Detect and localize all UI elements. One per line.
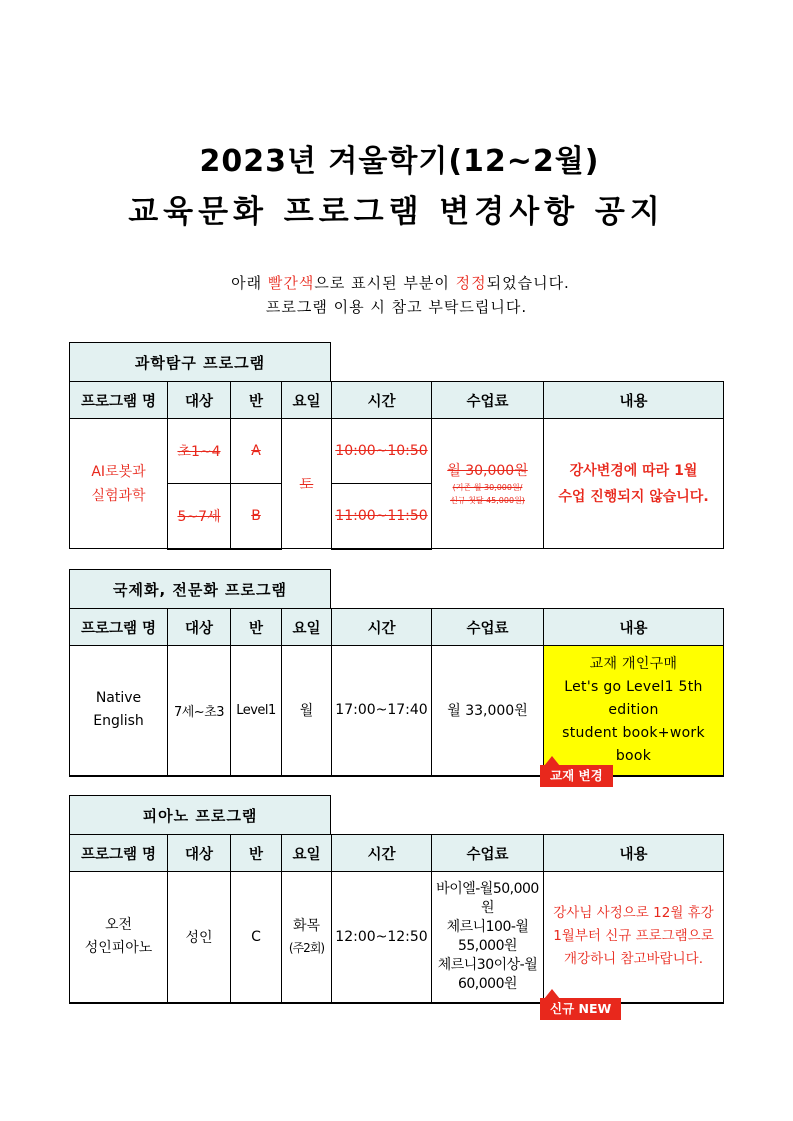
notice-title-line2: 교육문화 프로그램 변경사항 공지 (128, 194, 665, 230)
program-name-line: Native (95, 690, 142, 707)
program-name-line: 성인피아노 (84, 939, 153, 956)
header-class: 반 (231, 382, 282, 419)
piano-section-title: 피아노 프로그램 (69, 795, 331, 835)
target-cell: 5~7세 (168, 484, 231, 549)
table-row (70, 872, 724, 1003)
target-cell: 7세~초3 (168, 646, 231, 776)
global-section-title: 국제화, 전문화 프로그램 (69, 569, 331, 609)
intro-line1: 아래 빨간색으로 표시된 부분이 정정되었습니다. (231, 274, 570, 292)
header-class: 반 (231, 609, 282, 646)
program-name (70, 872, 168, 1003)
day-line: (주2회) (288, 940, 325, 955)
content-line: 교재 개인구매 (589, 655, 678, 672)
content-line: student book+work book (562, 724, 705, 764)
science-table (69, 381, 724, 550)
fee-cell: 월 33,000원 (432, 646, 544, 776)
fee-cell (432, 872, 544, 1003)
class-cell: Level1 (231, 646, 282, 776)
header-target: 대상 (168, 835, 231, 872)
content-line: 수업 진행되지 않습니다. (558, 488, 709, 505)
fee-cell (432, 419, 544, 549)
header-fee: 수업료 (432, 835, 544, 872)
content-cell (544, 419, 724, 549)
header-content: 내용 (544, 609, 724, 646)
table-header-row (70, 382, 724, 419)
program-name-line: 오전 (104, 916, 133, 933)
program-name: AI로봇과 실험과학 (70, 419, 168, 549)
notice-title-line1: 2023년 겨울학기(12~2월) (199, 144, 600, 179)
table-header-row (70, 835, 724, 872)
fee-line: 바이엘-월50,000원 (436, 880, 539, 916)
header-program: 프로그램 명 (70, 835, 168, 872)
header-content: 내용 (544, 835, 724, 872)
textbook-change-tag: 교재 변경 (540, 765, 613, 787)
header-fee: 수업료 (432, 609, 544, 646)
time-cell: 17:00~17:40 (332, 646, 432, 776)
science-section-title: 과학탐구 프로그램 (69, 342, 331, 382)
header-day: 요일 (282, 609, 332, 646)
header-target: 대상 (168, 609, 231, 646)
class-cell: B (231, 484, 282, 549)
class-cell: A (231, 419, 282, 484)
time-cell: 12:00~12:50 (332, 872, 432, 1003)
content-line: 강사변경에 따라 1월 (569, 462, 698, 479)
table-header-row (70, 609, 724, 646)
header-class: 반 (231, 835, 282, 872)
program-name-line: English (93, 713, 144, 730)
header-content: 내용 (544, 382, 724, 419)
header-fee: 수업료 (432, 382, 544, 419)
header-time: 시간 (332, 609, 432, 646)
header-program: 프로그램 명 (70, 382, 168, 419)
fee-note: 신규 첫달 45,000원) (450, 495, 525, 505)
intro-line2: 프로그램 이용 시 참고 부탁드립니다. (265, 298, 528, 316)
day-line: 화목 (292, 917, 321, 934)
piano-table (69, 834, 724, 1004)
time-cell: 10:00~10:50 (332, 419, 432, 484)
header-program: 프로그램 명 (70, 609, 168, 646)
header-day: 요일 (282, 382, 332, 419)
content-line: 개강하니 참고바랍니다. (564, 951, 703, 968)
content-line: 강사님 사정으로 12월 휴강 (553, 905, 714, 922)
target-cell: 초1~4 (168, 419, 231, 484)
content-line: 1월부터 신규 프로그램으로 (553, 928, 714, 945)
fee-line: 체르니100-월55,000원 (446, 918, 529, 954)
content-line: Let's go Level1 5th edition (564, 678, 703, 718)
content-cell (544, 872, 724, 1003)
time-cell: 11:00~11:50 (332, 484, 432, 549)
new-program-tag: 신규 NEW (540, 998, 621, 1020)
global-table (69, 608, 724, 777)
day-cell (282, 872, 332, 1003)
table-row (70, 646, 724, 776)
fee-note: (기존 월 30,000원/ (452, 482, 523, 492)
target-cell: 성인 (168, 872, 231, 1003)
fee-main: 월 30,000원 (447, 462, 528, 479)
class-cell: C (231, 872, 282, 1003)
header-target: 대상 (168, 382, 231, 419)
day-cell: 토 (282, 419, 332, 549)
header-time: 시간 (332, 382, 432, 419)
program-name (70, 646, 168, 776)
header-day: 요일 (282, 835, 332, 872)
fee-line: 체르니30이상-월60,000원 (437, 956, 538, 992)
day-cell: 월 (282, 646, 332, 776)
content-cell (544, 646, 724, 776)
header-time: 시간 (332, 835, 432, 872)
table-row (70, 419, 724, 484)
